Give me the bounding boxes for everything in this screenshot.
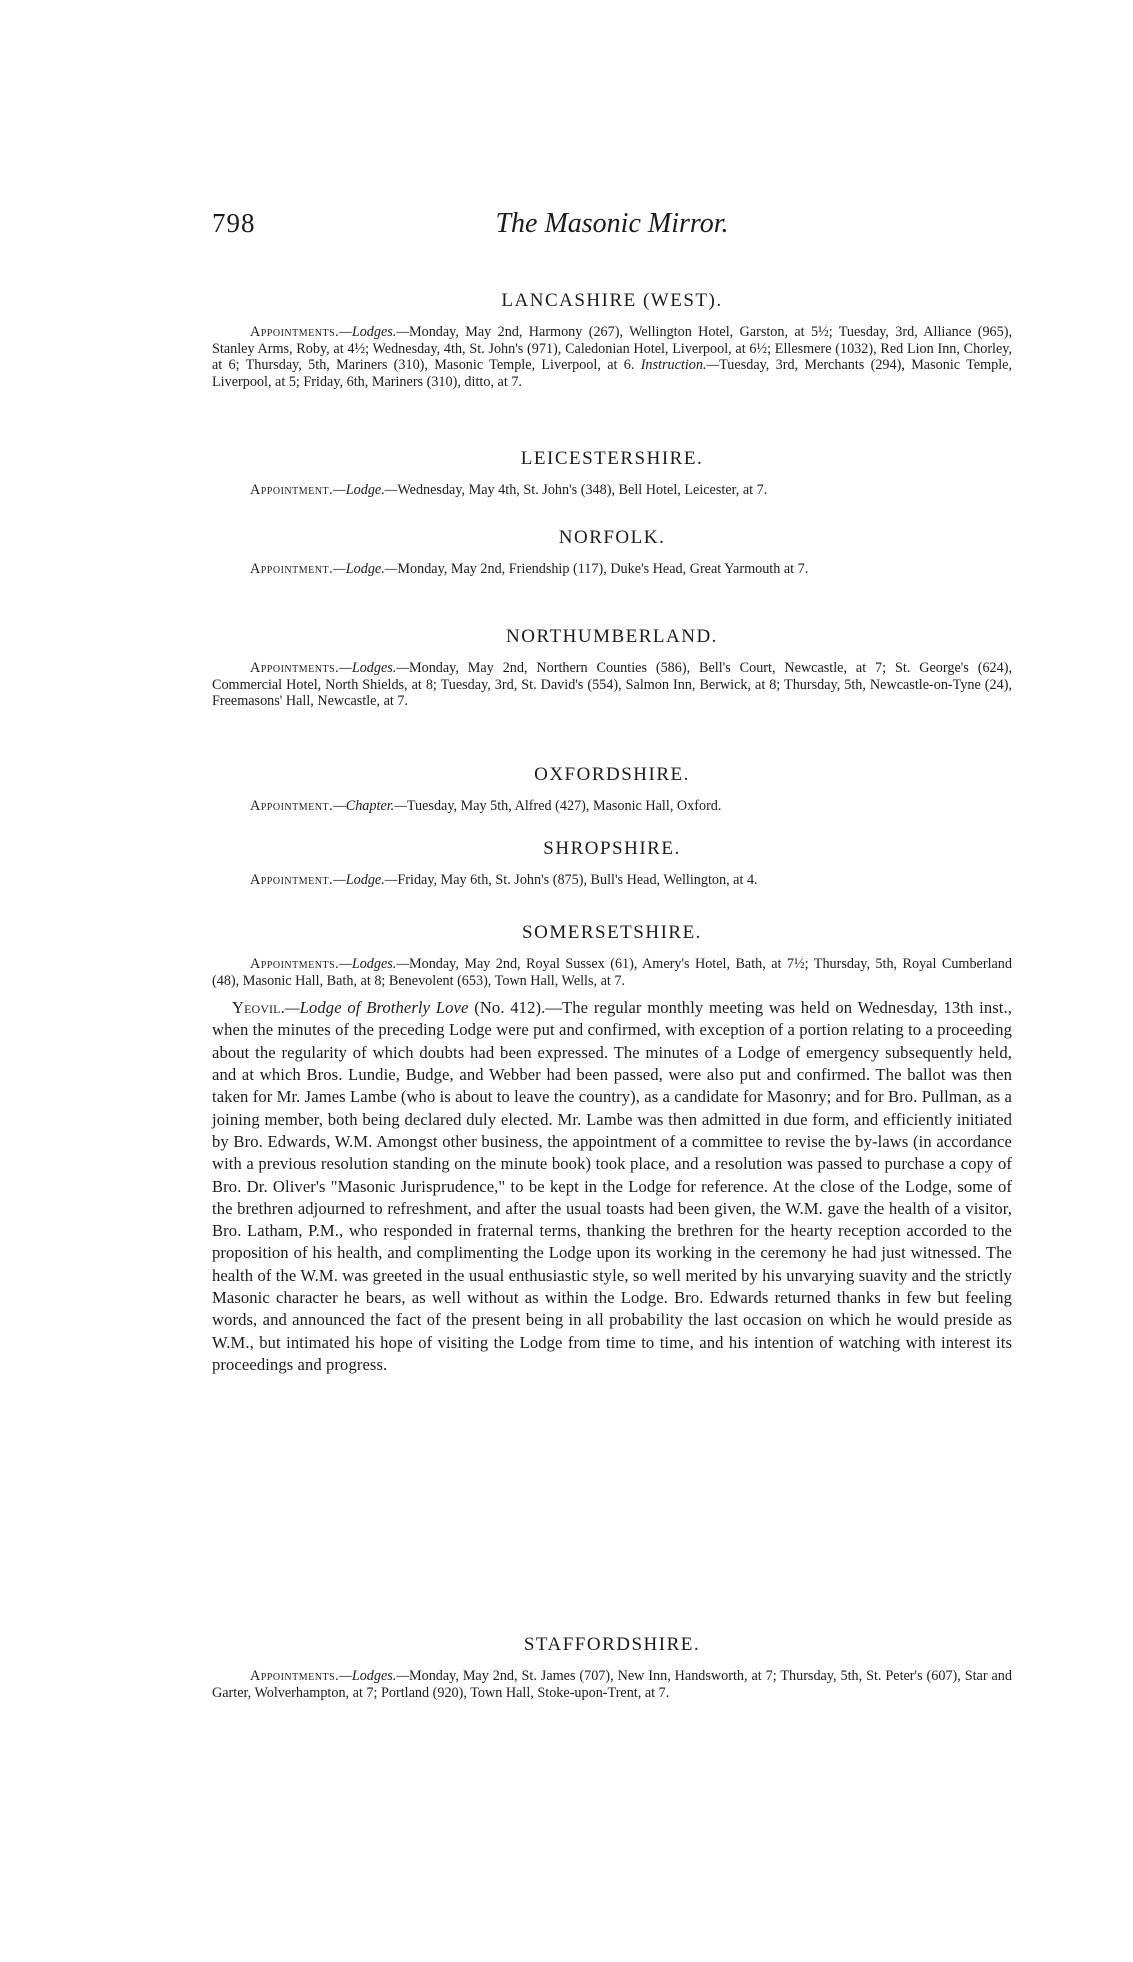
appointments-label: Appointments.: [250, 956, 340, 972]
appointments-text: Wednesday, May 4th, St. John's (348), Bell Hotel, Leicester, at 7.: [397, 482, 768, 498]
appointments-text: Monday, May 2nd, St. James (707), New Inn, Handsworth, at 7; Thursday, 5th, St. Peter's (607), Star and Garter, Wolverhampton, at 7; Portland (920), Town Hall, Stoke-upon-Trent, at 7.: [212, 1668, 1012, 1701]
appointments-text-instruction: Tuesday, 3rd, Merchants (294), Masonic Temple, Liverpool, at 5; Friday, 6th, Mariners (310), ditto, at 7.: [212, 357, 1012, 390]
appointments-label: Appointments.: [250, 324, 340, 340]
section-heading: SHROPSHIRE.: [543, 838, 681, 859]
meeting-kind: —Lodge.—: [333, 872, 398, 888]
appointments-label: Appointment.: [250, 561, 334, 577]
appointments-label: Appointment.: [250, 798, 334, 814]
section-northumberland: [212, 626, 1012, 710]
meeting-kind: —Lodge.—: [333, 561, 398, 577]
appointments-paragraph: [212, 324, 1012, 390]
appointments-label: Appointment.: [250, 482, 334, 498]
appointments-label: Appointments.: [250, 1668, 340, 1684]
meeting-kind: —Lodges.—: [339, 324, 409, 340]
appointments-paragraph: [212, 1668, 1012, 1701]
running-title: The Masonic Mirror.: [495, 208, 729, 239]
appointments-text: Monday, May 2nd, Harmony (267), Wellington Hotel, Garston, at 5½; Tuesday, 3rd, Alliance (965), Stanley Arms, Roby, at 4½; Wednesday, 4th, St. John's (971), Caledonian Hotel, Liverpool, at 6½; Ellesmere (1032), Red Lion Inn, Chorley, at 6; Thursday, 5th, Mariners (310), Masonic Temple, Liverpool, at 6.: [212, 324, 1012, 374]
appointments-text: Friday, May 6th, St. John's (875), Bull's Head, Wellington, at 4.: [397, 872, 758, 888]
section-heading: NORTHUMBERLAND.: [506, 626, 718, 647]
page-number: 798: [212, 208, 256, 238]
yeovil-report-text: —The regular monthly meeting was held on Wednesday, 13th inst., when the minutes of the preceding Lodge were put and confirmed, with exception of a portion relating to a proceeding about the regularity of which doubts had been expressed. The minutes of a Lodge of emergency subsequently held, and at which Bros. Lundie, Budge, and Webber had been passed, were also put and confirmed. The ballot was then taken for Mr. James Lambe (who is about to leave the country), as a candidate for Masonry; and for Bro. Pullman, as a joining member, both being declared duly elected. Mr. Lambe was then admitted in due form, and efficiently initiated by Bro. Edwards, W.M. Amongst other business, the appointment of a committee to revise the by-laws (in accordance with a previous resolution standing on the minute book) took place, and a resolution was passed to purchase a copy of Bro. Dr. Oliver's "Masonic Jurisprudence," to be kept in the Lodge for reference. At the close of the Lodge, some of the brethren adjourned to refreshment, and after the usual toasts had been given, the W.M. gave the health of a visitor, Bro. Latham, P.M., who responded in fraternal terms, thanking the brethren for the hearty reception accorded to the proposition of his health, and complimenting the Lodge upon its working in the ceremony he had just witnessed. The health of the W.M. was greeted in the usual enthusiastic style, so well merited by his unvarying suavity and the strictly Masonic character he bears, as well without as within the Lodge. Bro. Edwards returned thanks in few but feeling words, and announced the fact of the present being in all probability the last occasion on which he would preside as W.M., but intimated his hope of visiting the Lodge from time to time, and his intention of watching with interest its proceedings and progress.: [212, 998, 1012, 1374]
meeting-kind: —Lodges.—: [339, 956, 409, 972]
yeovil-place: Yeovil.: [232, 998, 285, 1018]
appointments-paragraph: [212, 482, 1012, 499]
section-oxfordshire: [212, 764, 1012, 815]
yeovil-report: [212, 997, 1012, 1376]
appointments-text: Tuesday, May 5th, Alfred (427), Masonic Hall, Oxford.: [406, 798, 722, 814]
section-shropshire: [212, 838, 1012, 889]
section-heading: SOMERSETSHIRE.: [522, 922, 702, 943]
meeting-kind: —Lodges.—: [339, 660, 409, 676]
page-header: [212, 208, 1012, 248]
appointments-text: Monday, May 2nd, Friendship (117), Duke's Head, Great Yarmouth at 7.: [397, 561, 809, 577]
section-heading: LEICESTERSHIRE.: [520, 448, 704, 469]
section-leicestershire: [212, 448, 1012, 499]
appointments-label: Appointments.: [250, 660, 340, 676]
section-heading: LANCASHIRE (WEST).: [501, 290, 723, 311]
yeovil-lodge-number: (No. 412).: [468, 998, 546, 1018]
appointments-paragraph: [212, 872, 1012, 889]
meeting-kind: —Lodges.—: [339, 1668, 409, 1684]
appointments-paragraph: [212, 660, 1012, 710]
section-lancashire-west: [212, 290, 1012, 390]
appointments-paragraph: [212, 561, 1012, 578]
appointments-paragraph: [212, 798, 1012, 815]
appointments-text: Monday, May 2nd, Northern Counties (586), Bell's Court, Newcastle, at 7; St. George's (624), Commercial Hotel, North Shields, at 8; Tuesday, 3rd, St. David's (554), Salmon Inn, Berwick, at 8; Thursday, 5th, Newcastle-on-Tyne (24), Freemasons' Hall, Newcastle, at 7.: [212, 660, 1012, 710]
section-somersetshire: [212, 922, 1012, 1376]
meeting-kind-instruction: Instruction.—: [640, 357, 720, 374]
meeting-kind: —Lodge.—: [333, 482, 398, 498]
yeovil-lodge-name: —Lodge of Brotherly Love: [284, 998, 469, 1018]
appointments-text: Monday, May 2nd, Royal Sussex (61), Amery's Hotel, Bath, at 7½; Thursday, 5th, Royal Cumberland (48), Masonic Hall, Bath, at 8; Benevolent (653), Town Hall, Wells, at 7.: [212, 956, 1012, 989]
section-norfolk: [212, 527, 1012, 578]
section-heading: STAFFORDSHIRE.: [523, 1634, 701, 1655]
section-heading: OXFORDSHIRE.: [534, 764, 690, 785]
section-staffordshire: [212, 1634, 1012, 1701]
appointments-paragraph: [212, 956, 1012, 989]
appointments-label: Appointment.: [250, 872, 334, 888]
section-heading: NORFOLK.: [558, 527, 666, 548]
meeting-kind: —Chapter.—: [333, 798, 407, 814]
